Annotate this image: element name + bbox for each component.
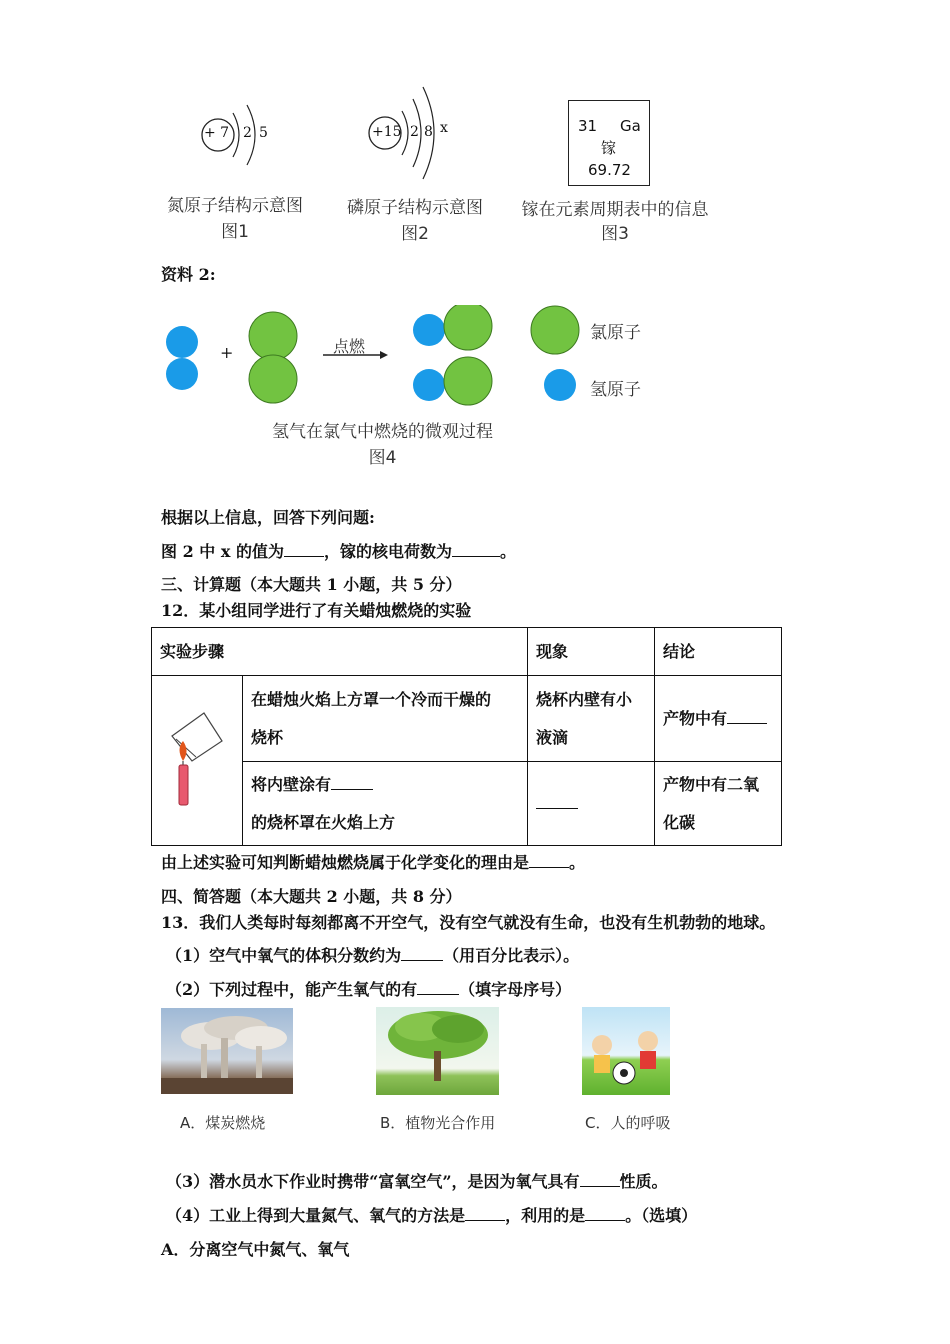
nucleus-charge: +15 bbox=[372, 124, 402, 140]
figure2-label: 图2 bbox=[401, 224, 429, 244]
figure1-label: 图1 bbox=[221, 222, 249, 242]
candle-illustration-cell bbox=[152, 676, 243, 846]
shell-electrons: 8 bbox=[424, 124, 433, 140]
step-text: 将内壁涂有 bbox=[251, 774, 332, 794]
hydrogen-atom bbox=[166, 326, 198, 358]
figure4-caption: 氢气在氯气中燃烧的微观过程 bbox=[272, 422, 493, 442]
figure4-label: 图4 bbox=[368, 448, 397, 468]
element-card bbox=[568, 100, 650, 186]
question-13-3 bbox=[166, 1169, 668, 1192]
step-text: 在蜡烛火焰上方罩一个冷而干燥的 bbox=[251, 689, 492, 709]
answer-blank[interactable] bbox=[529, 867, 569, 868]
question-13-2 bbox=[166, 977, 571, 1000]
answer-blank[interactable] bbox=[417, 994, 459, 995]
candle-beaker-illustration bbox=[152, 701, 242, 821]
question-text: （2）下列过程中，能产生氧气的有 bbox=[166, 980, 418, 999]
hydrogen-atom bbox=[413, 314, 445, 346]
experiment-table bbox=[151, 627, 782, 846]
figure1-caption: 氮原子结构示意图 bbox=[167, 196, 303, 216]
legend-hydrogen-label: 氢原子 bbox=[590, 380, 641, 400]
beaker-icon bbox=[172, 713, 222, 761]
question-text: 。 bbox=[499, 542, 516, 561]
question-text: （填字母序号） bbox=[459, 980, 572, 999]
answer-blank[interactable] bbox=[536, 788, 578, 809]
hydrogen-atom bbox=[166, 358, 198, 390]
question-line bbox=[161, 539, 516, 562]
section-heading: 四、简答题（本大题共 2 小题，共 8 分） bbox=[161, 887, 462, 906]
question-text: （4）工业上得到大量氮气、氧气的方法是 bbox=[166, 1206, 466, 1225]
question-13-1 bbox=[166, 943, 579, 966]
hydrogen-atom bbox=[413, 369, 445, 401]
figure3-caption: 镓在元素周期表中的信息 bbox=[521, 200, 709, 220]
phenomenon-text: 烧杯内壁有小 bbox=[536, 689, 633, 709]
section-heading: 三、计算题（本大题共 1 小题，共 5 分） bbox=[161, 575, 462, 594]
answer-blank[interactable] bbox=[284, 556, 324, 557]
atomic-mass: 69.72 bbox=[588, 161, 631, 179]
atomic-number: 31 bbox=[578, 117, 598, 135]
shell-electrons: x bbox=[440, 120, 448, 136]
reaction-diagram bbox=[160, 305, 660, 415]
step-text: 的烧杯罩在火焰上方 bbox=[251, 812, 396, 832]
question-13: 13．我们人类每时每刻都离不开空气，没有空气就没有生命，也没有生机勃勃的地球。 bbox=[161, 913, 776, 932]
plus-sign: + bbox=[220, 343, 234, 362]
question-12: 12．某小组同学进行了有关蜡烛燃烧的实验 bbox=[161, 601, 472, 620]
chlorine-atom bbox=[249, 312, 297, 360]
question-text: ，利用的是 bbox=[505, 1206, 586, 1225]
question-text: （用百分比表示）。 bbox=[443, 946, 580, 965]
conclusion-text: 化碳 bbox=[663, 812, 696, 832]
chlorine-atom bbox=[444, 357, 492, 405]
table-header: 实验步骤 bbox=[152, 628, 528, 676]
chlorine-atom bbox=[444, 305, 492, 350]
question-text: （3）潜水员水下作业时携带“富氧空气”，是因为氧气具有 bbox=[166, 1172, 580, 1191]
question-text: 图 2 中 x 的值为 bbox=[161, 542, 284, 561]
legend-hydrogen-circle bbox=[544, 369, 576, 401]
shell-electrons: 5 bbox=[259, 125, 268, 141]
option-label-c: C．人的呼吸 bbox=[585, 1114, 671, 1132]
arrow-head bbox=[380, 351, 388, 359]
question-text: 。 bbox=[569, 853, 586, 872]
question-13-4 bbox=[166, 1203, 697, 1226]
conclusion-question bbox=[161, 850, 585, 873]
answer-blank[interactable] bbox=[727, 701, 767, 724]
table-header: 结论 bbox=[655, 628, 782, 676]
question-text: 性质。 bbox=[619, 1172, 668, 1191]
conclusion-cell bbox=[655, 676, 782, 762]
question-text: 由上述实验可知判断蜡烛燃烧属于化学变化的理由是 bbox=[161, 853, 530, 872]
shell-electrons: 2 bbox=[410, 124, 419, 140]
answer-blank[interactable] bbox=[580, 1186, 620, 1187]
step-cell bbox=[243, 676, 528, 762]
conclusion-text: 产物中有二氧 bbox=[663, 774, 760, 794]
nucleus-charge: + 7 bbox=[204, 125, 230, 141]
answer-blank[interactable] bbox=[465, 1220, 505, 1221]
conclusion-text: 产物中有 bbox=[663, 708, 728, 728]
children-football-photo bbox=[582, 1007, 670, 1095]
option-a: A．分离空气中氮气、氧气 bbox=[161, 1240, 350, 1259]
element-name: 镓 bbox=[601, 139, 617, 157]
answer-blank[interactable] bbox=[331, 767, 373, 790]
option-label-b: B．植物光合作用 bbox=[380, 1114, 496, 1132]
reaction-condition: 点燃 bbox=[333, 337, 366, 356]
answer-blank[interactable] bbox=[585, 1220, 625, 1221]
legend-chlorine-circle bbox=[531, 306, 579, 354]
phenomenon-cell bbox=[528, 762, 655, 846]
candle-icon bbox=[179, 765, 188, 805]
figure2-caption: 磷原子结构示意图 bbox=[347, 198, 483, 218]
conclusion-cell bbox=[655, 762, 782, 846]
table-header: 现象 bbox=[528, 628, 655, 676]
chlorine-atom bbox=[249, 355, 297, 403]
answer-blank[interactable] bbox=[452, 556, 500, 557]
intro-text: 根据以上信息，回答下列问题: bbox=[161, 508, 375, 527]
question-text: ，镓的核电荷数为 bbox=[323, 542, 452, 561]
phenomenon-cell bbox=[528, 676, 655, 762]
option-label-a: A．煤炭燃烧 bbox=[180, 1114, 266, 1132]
material-heading: 资料 2: bbox=[161, 265, 216, 284]
answer-blank[interactable] bbox=[401, 960, 443, 961]
shell-electrons: 2 bbox=[243, 125, 252, 141]
tree-photo bbox=[376, 1007, 499, 1095]
element-symbol: Ga bbox=[620, 117, 641, 135]
step-text: 烧杯 bbox=[251, 727, 284, 747]
question-text: （1）空气中氧气的体积分数约为 bbox=[166, 946, 402, 965]
figure3-label: 图3 bbox=[601, 224, 629, 244]
question-text: 。（选填） bbox=[625, 1206, 698, 1225]
coal-burning-photo bbox=[161, 1008, 293, 1094]
phenomenon-text: 液滴 bbox=[536, 727, 569, 747]
electron-shell bbox=[402, 111, 408, 155]
legend-chlorine-label: 氯原子 bbox=[590, 323, 641, 343]
step-cell bbox=[243, 762, 528, 846]
